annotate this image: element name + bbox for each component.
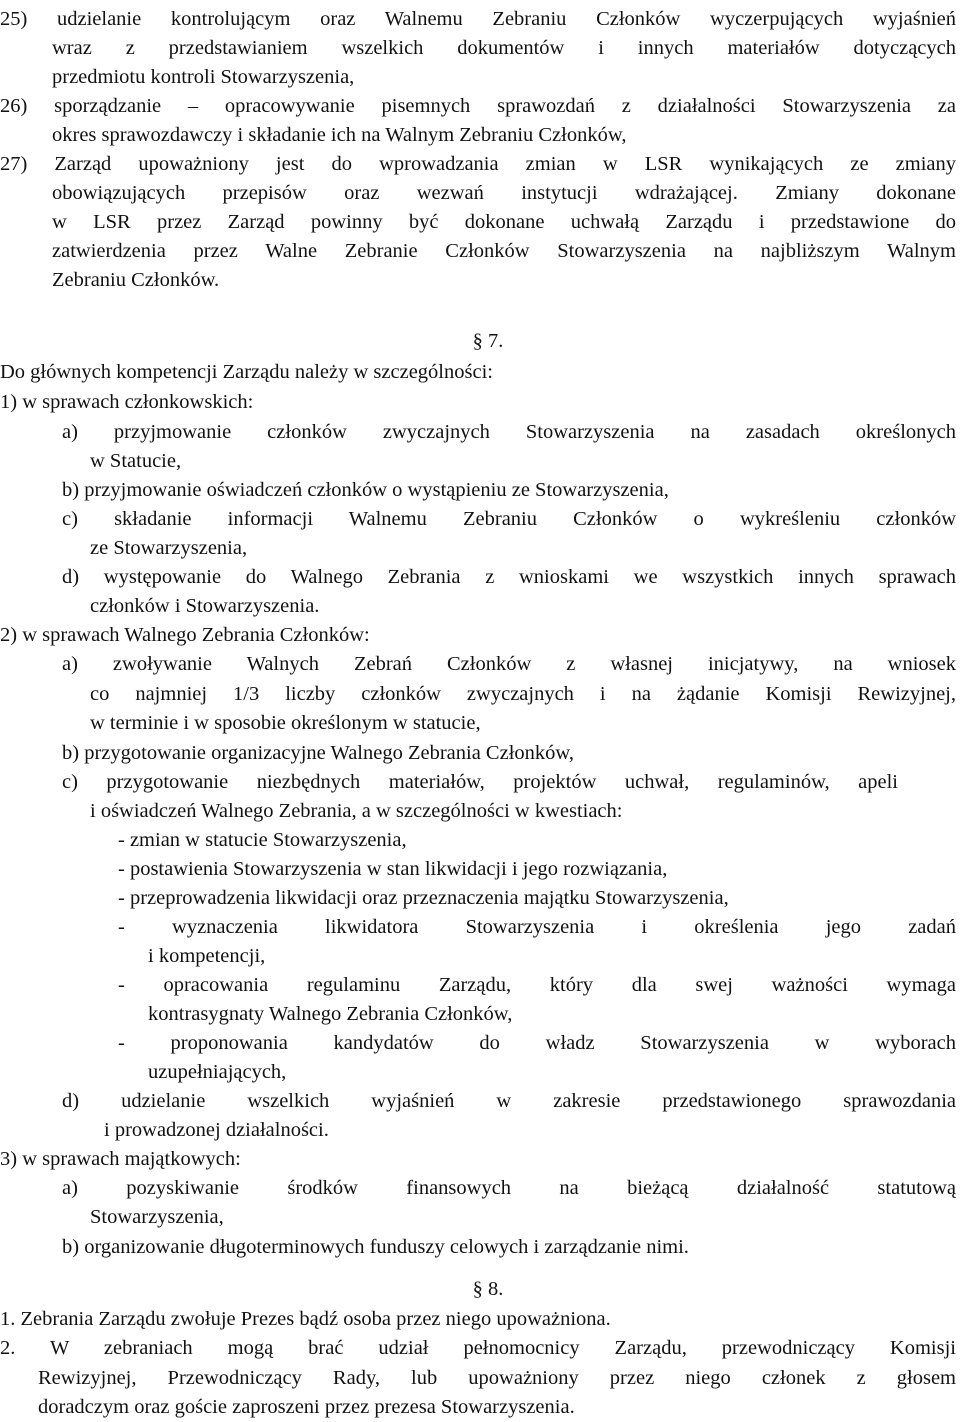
- s7-line: członków i Stowarzyszenia.: [90, 595, 320, 617]
- s7-line: Do głównych kompetencji Zarządu należy w szczególności:: [0, 361, 493, 383]
- s7-line: - proponowania kandydatów do władz Stowarzyszenia w wyborach: [118, 1032, 956, 1054]
- intro-line: obowiązujących przepisów oraz wezwań instytucji wdrażającej. Zmiany dokonane: [52, 182, 956, 204]
- s7-line: 1) w sprawach członkowskich:: [0, 391, 254, 413]
- s7-line: d) udzielanie wszelkich wyjaśnień w zakresie przedstawionego sprawozdania: [62, 1090, 956, 1112]
- s7-line: b) organizowanie długoterminowych funduszy celowych i zarządzanie nimi.: [62, 1236, 689, 1258]
- intro-line: przedmiotu kontroli Stowarzyszenia,: [52, 66, 355, 88]
- s7-line: uzupełniających,: [148, 1061, 287, 1083]
- s7-line: Stowarzyszenia,: [90, 1206, 224, 1228]
- section-8-heading: § 8.: [472, 1278, 504, 1300]
- s7-line: i prowadzonej działalności.: [104, 1119, 329, 1141]
- s7-line: - postawienia Stowarzyszenia w stan likwidacji i jego rozwiązania,: [118, 858, 668, 880]
- s7-line: b) przyjmowanie oświadczeń członków o wystąpieniu ze Stowarzyszenia,: [62, 479, 669, 501]
- s7-line: co najmniej 1/3 liczby członków zwyczajnych i na żądanie Komisji Rewizyjnej,: [90, 683, 956, 705]
- s7-line: i kompetencji,: [148, 945, 266, 967]
- s8-line: Rewizyjnej, Przewodniczący Rady, lub upoważniony przez niego członek z głosem: [38, 1367, 956, 1389]
- s7-line: - zmian w statucie Stowarzyszenia,: [118, 829, 407, 851]
- intro-line: w LSR przez Zarząd powinny być dokonane uchwałą Zarządu i przedstawione do: [52, 211, 956, 233]
- s8-line: 2. W zebraniach mogą brać udział pełnomocnicy Zarządu, przewodniczący Komisji: [0, 1337, 956, 1359]
- s7-line: i oświadczeń Walnego Zebrania, a w szczególności w kwestiach:: [90, 800, 623, 822]
- s8-line: 1. Zebrania Zarządu zwołuje Prezes bądź osoba przez niego upoważniona.: [0, 1308, 611, 1330]
- intro-line: zatwierdzenia przez Walne Zebranie Członków Stowarzyszenia na najbliższym Walnym: [52, 240, 956, 262]
- s7-line: c) przygotowanie niezbędnych materiałów, projektów uchwał, regulaminów, apeli: [62, 771, 898, 793]
- s7-line: b) przygotowanie organizacyjne Walnego Zebrania Członków,: [62, 742, 574, 764]
- intro-line: 26) sporządzanie – opracowywanie pisemnych sprawozdań z działalności Stowarzyszenia za: [0, 95, 956, 117]
- s7-line: 2) w sprawach Walnego Zebrania Członków:: [0, 624, 370, 646]
- s8-line: doradczym oraz goście zaproszeni przez prezesa Stowarzyszenia.: [38, 1396, 575, 1418]
- intro-line: 27) Zarząd upoważniony jest do wprowadzania zmian w LSR wynikających ze zmiany: [0, 153, 956, 175]
- s7-line: - wyznaczenia likwidatora Stowarzyszenia i określenia jego zadań: [118, 916, 956, 938]
- intro-line: 25) udzielanie kontrolującym oraz Walnemu Zebraniu Członków wyczerpujących wyjaśnień: [0, 8, 956, 30]
- s7-line: a) zwoływanie Walnych Zebrań Członków z własnej inicjatywy, na wniosek: [62, 653, 956, 675]
- s7-line: - przeprowadzenia likwidacji oraz przeznaczenia majątku Stowarzyszenia,: [118, 887, 729, 909]
- s7-line: - opracowania regulaminu Zarządu, który dla swej ważności wymaga: [118, 974, 956, 996]
- s7-line: c) składanie informacji Walnemu Zebraniu Członków o wykreśleniu członków: [62, 508, 956, 530]
- s7-line: w terminie i w sposobie określonym w statucie,: [90, 712, 481, 734]
- s7-line: ze Stowarzyszenia,: [90, 537, 248, 559]
- s7-line: a) pozyskiwanie środków finansowych na bieżącą działalność statutową: [62, 1177, 956, 1199]
- s7-line: 3) w sprawach majątkowych:: [0, 1148, 241, 1170]
- s7-line: kontrasygnaty Walnego Zebrania Członków,: [148, 1003, 513, 1025]
- s7-line: a) przyjmowanie członków zwyczajnych Stowarzyszenia na zasadach określonych: [62, 421, 956, 443]
- intro-line: okres sprawozdawczy i składanie ich na Walnym Zebraniu Członków,: [52, 124, 627, 146]
- intro-line: Zebraniu Członków.: [52, 269, 220, 291]
- s7-line: d) występowanie do Walnego Zebrania z wnioskami we wszystkich innych sprawach: [62, 566, 956, 588]
- intro-line: wraz z przedstawianiem wszelkich dokumentów i innych materiałów dotyczących: [52, 37, 956, 59]
- section-7-heading: § 7.: [472, 330, 504, 352]
- s7-line: w Statucie,: [90, 450, 182, 472]
